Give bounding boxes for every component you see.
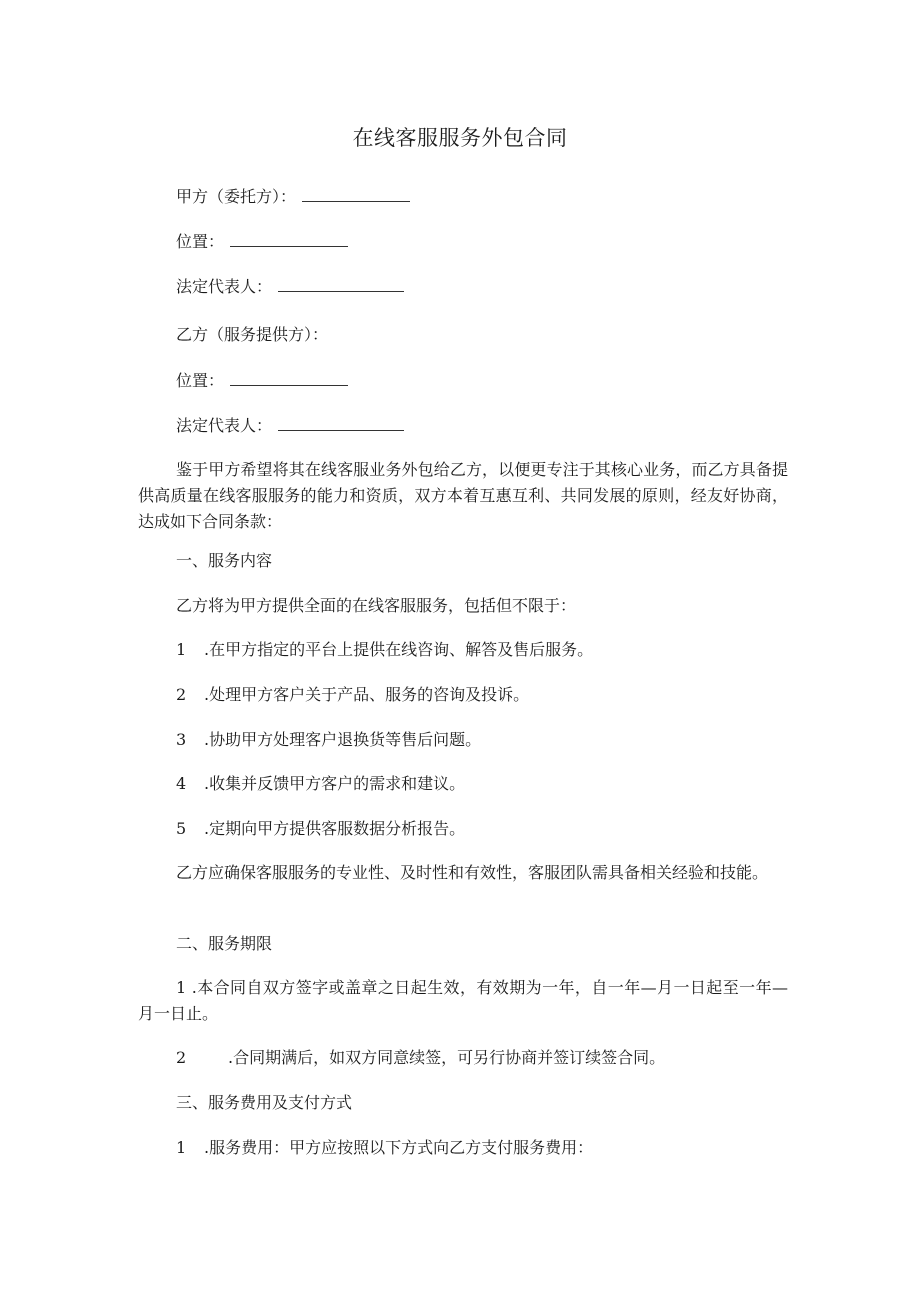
party-a-rep-line: [176, 273, 404, 300]
section2-heading: 二、服务期限: [176, 934, 273, 953]
section1-item-1: [176, 637, 593, 663]
item-number: 5: [176, 819, 187, 838]
section1-closing: 乙方应确保客服服务的专业性、及时性和有效性，客服团队需具备相关经验和技能。: [176, 863, 769, 882]
item-number: 2: [176, 685, 187, 704]
item-text: .合同期满后，如双方同意续签，可另行协商并签订续签合同。: [228, 1048, 666, 1067]
item-text: .处理甲方客户关于产品、服务的咨询及投诉。: [204, 685, 530, 704]
party-a-label: 甲方（委托方）：: [176, 187, 297, 206]
item-number: 1: [176, 1138, 187, 1157]
party-a-rep-blank[interactable]: [278, 273, 404, 292]
section1-item-3: [176, 727, 481, 753]
section1-item-2: [176, 682, 529, 708]
party-b-rep-line: [176, 412, 404, 439]
section1-intro: 乙方将为甲方提供全面的在线客服服务，包括但不限于：: [176, 596, 577, 615]
party-b-location-label: 位置：: [176, 371, 225, 390]
party-b-rep-blank[interactable]: [278, 412, 404, 431]
party-a-location-line: [176, 228, 348, 255]
preamble-paragraph: 鉴于甲方希望将其在线客服业务外包给乙方，以便更专注于其核心业务，而乙方具备提供高质量在线客服服务的能力和资质，双方本着互惠互利、共同发展的原则，经友好协商，达成如下合同条款：: [138, 460, 788, 531]
item-text: .定期向甲方提供客服数据分析报告。: [204, 819, 466, 838]
section1-item-4: [176, 771, 465, 797]
item-number: 1: [176, 640, 187, 659]
party-b-location-line: [176, 367, 348, 394]
party-b-line: [176, 322, 328, 348]
section1-item-5: [176, 816, 465, 842]
section3-item-1: [176, 1135, 593, 1161]
party-a-blank[interactable]: [302, 183, 410, 202]
party-a-line: [176, 183, 410, 210]
item-number: 2: [176, 1048, 187, 1067]
item-text: .收集并反馈甲方客户的需求和建议。: [204, 774, 466, 793]
item-text: .在甲方指定的平台上提供在线咨询、解答及售后服务。: [204, 640, 594, 659]
party-b-label: 乙方（服务提供方）：: [176, 325, 329, 344]
item-text: .协助甲方处理客户退换货等售后问题。: [204, 730, 482, 749]
section1-heading: 一、服务内容: [176, 551, 273, 570]
party-a-rep-label: 法定代表人：: [176, 277, 273, 296]
item-text: .服务费用：甲方应按照以下方式向乙方支付服务费用：: [204, 1138, 594, 1157]
section2-item-1: 1 .本合同自双方签字或盖章之日起生效，有效期为一年，自一年—月一日起至一年—月一日止。: [138, 978, 788, 1023]
party-b-location-blank[interactable]: [230, 367, 348, 386]
section2-item-2: [176, 1045, 665, 1071]
item-number: 4: [176, 774, 187, 793]
item-number: 3: [176, 730, 187, 749]
party-b-rep-label: 法定代表人：: [176, 416, 273, 435]
party-a-location-label: 位置：: [176, 232, 225, 251]
document-title: 在线客服服务外包合同: [352, 126, 568, 150]
party-a-location-blank[interactable]: [230, 228, 348, 247]
section3-heading: 三、服务费用及支付方式: [176, 1093, 353, 1112]
